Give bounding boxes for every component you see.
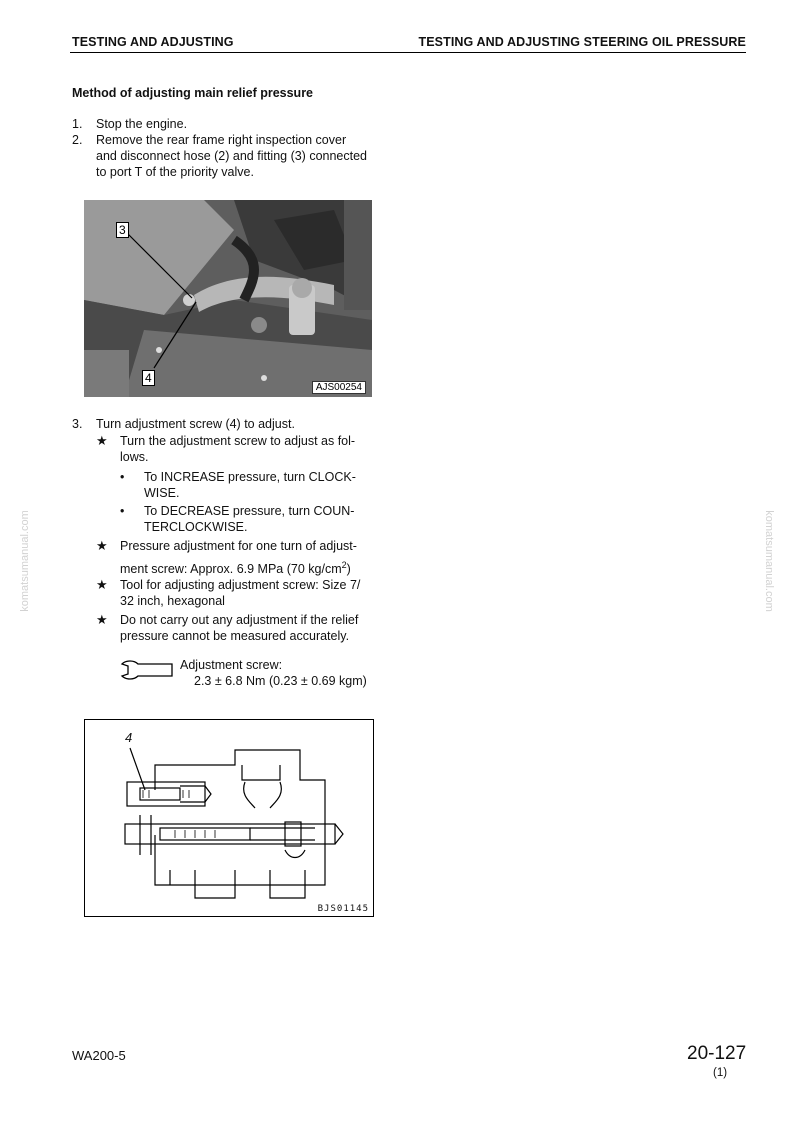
valve-diagram — [84, 719, 374, 917]
photo-code: AJS00254 — [312, 381, 366, 394]
star-icon: ★ — [96, 612, 108, 627]
note-2-close: ) — [346, 562, 351, 577]
header-left: TESTING AND ADJUSTING — [72, 35, 234, 49]
photo-callout-4: 4 — [142, 370, 155, 386]
step-1-number: 1. — [72, 117, 83, 131]
note-2-line-1: Pressure adjustment for one turn of adjust- — [120, 539, 357, 553]
bullet-2-line-2: TERCLOCKWISE. — [144, 520, 248, 534]
torque-value: 2.3 ± 6.8 Nm (0.23 ± 0.69 kgm) — [194, 674, 367, 688]
adjust-notes-block — [72, 416, 392, 646]
bullet-2-line-1: To DECREASE pressure, turn COUN- — [144, 504, 355, 518]
steps-block — [72, 116, 392, 186]
page-number: 20-127 — [687, 1043, 747, 1064]
inspection-photo — [84, 200, 372, 397]
header-divider — [70, 52, 746, 53]
star-icon: ★ — [96, 433, 108, 448]
note-2-text: ment screw: Approx. 6.9 MPa (70 kg/cm — [120, 562, 342, 577]
star-icon: ★ — [96, 577, 108, 592]
bullet-1-line-1: To INCREASE pressure, turn CLOCK- — [144, 470, 356, 484]
bullet-icon: • — [120, 470, 125, 484]
revision-number: (1) — [713, 1067, 728, 1079]
note-1-line-1: Turn the adjustment screw to adjust as fol- — [120, 434, 356, 448]
step-2-line-3: to port T of the priority valve. — [96, 165, 254, 179]
footer-model: WA200-5 — [72, 1048, 126, 1063]
step-2-line-2: and disconnect hose (2) and fitting (3) connected — [96, 149, 368, 163]
photo-callout-3: 3 — [116, 222, 129, 238]
note-4-line-2: pressure cannot be measured accurately. — [120, 629, 350, 643]
star-icon: ★ — [96, 538, 108, 553]
note-3-line-2: 32 inch, hexagonal — [120, 594, 225, 608]
note-2-superscript: 2 — [341, 560, 347, 570]
step-1-text: Stop the engine. — [96, 117, 188, 131]
step-2-number: 2. — [72, 133, 83, 147]
valve-cross-section — [85, 720, 373, 916]
section-title: Method of adjusting main relief pressure — [72, 86, 314, 100]
watermark-left: komatsumanual.com — [18, 510, 31, 612]
step-3-number: 3. — [72, 417, 83, 431]
diagram-callout-4: 4 — [125, 730, 133, 745]
step-2-line-1: Remove the rear frame right inspection cover — [96, 133, 347, 147]
bullet-icon: • — [120, 504, 125, 518]
wrench-icon — [118, 658, 176, 682]
step-3-text: Turn adjustment screw (4) to adjust. — [96, 417, 295, 431]
note-1-line-2: lows. — [120, 450, 149, 464]
note-3-line-1: Tool for adjusting adjustment screw: Size 7/ — [120, 578, 361, 592]
bullet-1-line-2: WISE. — [144, 486, 180, 500]
header-right: TESTING AND ADJUSTING STEERING OIL PRESSURE — [418, 35, 746, 49]
diagram-code: BJS01145 — [317, 904, 369, 914]
note-4-line-1: Do not carry out any adjustment if the relief — [120, 613, 359, 627]
watermark-right: komatsumanual.com — [762, 510, 775, 612]
torque-label: Adjustment screw: — [180, 658, 283, 672]
note-2-line-2 — [120, 557, 351, 577]
